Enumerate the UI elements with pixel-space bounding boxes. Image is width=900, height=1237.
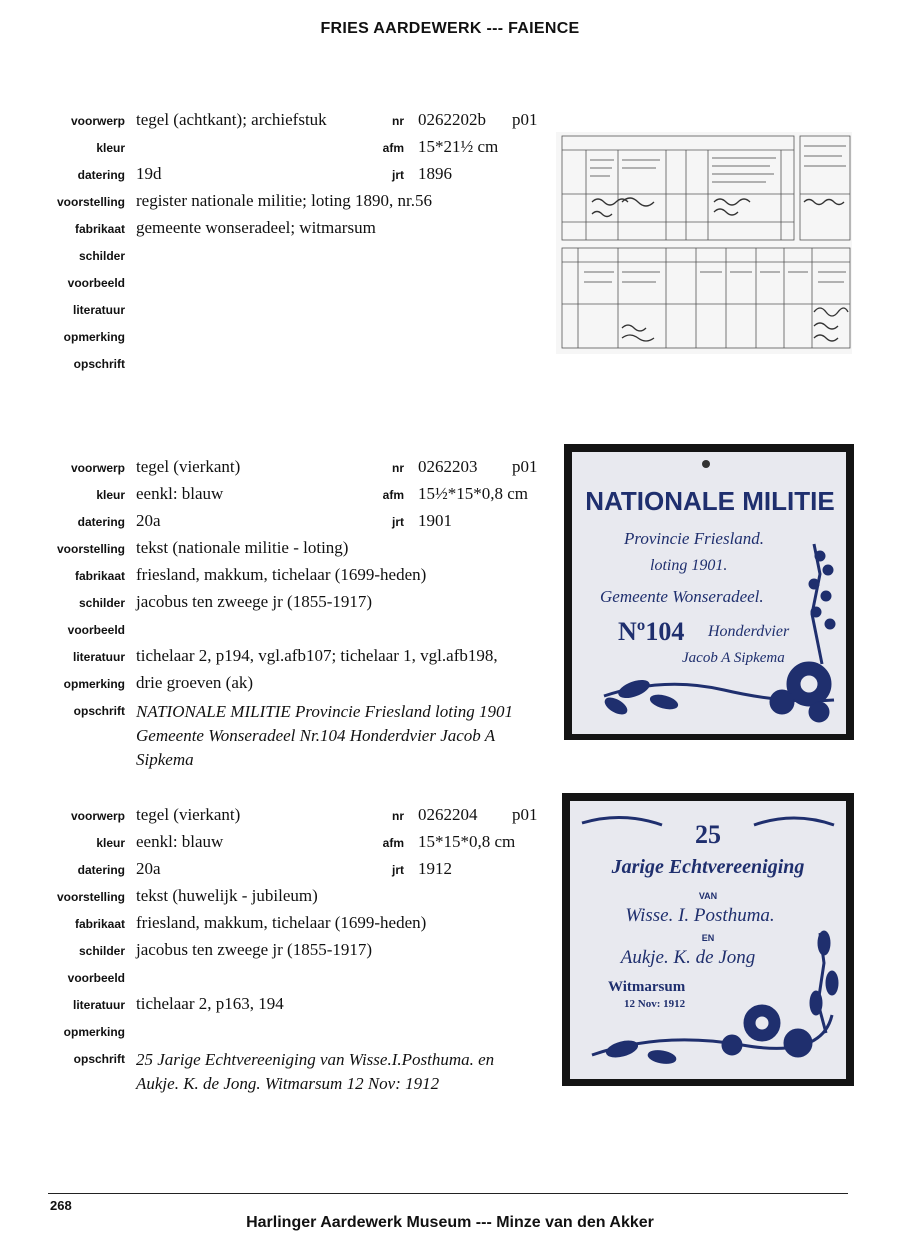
label-nr: nr bbox=[392, 114, 404, 128]
label-schilder: schilder bbox=[78, 249, 125, 263]
value-opschrift: NATIONALE MILITIE Provincie Friesland loting 1901 Gemeente Wonseradeel Nr.104 Honderdvier Jacob A Sipkema bbox=[136, 702, 513, 769]
label-opschrift: opschrift bbox=[73, 704, 125, 718]
value-schilder: jacobus ten zweege jr (1855-1917) bbox=[136, 940, 373, 959]
value-voorwerp: tegel (vierkant) bbox=[136, 805, 241, 824]
label-kleur: kleur bbox=[96, 141, 125, 155]
label-datering: datering bbox=[77, 168, 125, 182]
label-voorbeeld: voorbeeld bbox=[67, 971, 125, 985]
value-voorwerp: tegel (vierkant) bbox=[136, 457, 241, 476]
value-datering: 20a bbox=[136, 511, 161, 530]
label-datering: datering bbox=[77, 515, 125, 529]
tile-van-text: VAN bbox=[698, 891, 718, 901]
value-page: p01 bbox=[512, 110, 538, 129]
value-jrt: 1912 bbox=[418, 859, 452, 878]
value-afm: 15*15*0,8 cm bbox=[418, 832, 516, 851]
tile-name1-text: Wisse. I. Posthuma. bbox=[625, 905, 775, 926]
label-fabrikaat: fabrikaat bbox=[74, 222, 125, 236]
page-footer: Harlinger Aardewerk Museum --- Minze van den Akker bbox=[246, 1214, 654, 1231]
value-kleur: eenkl: blauw bbox=[136, 484, 224, 503]
label-kleur: kleur bbox=[96, 836, 125, 850]
label-schilder: schilder bbox=[78, 596, 125, 610]
value-afm: 15½*15*0,8 cm bbox=[418, 484, 529, 503]
label-voorwerp: voorwerp bbox=[70, 461, 125, 475]
tile-jubilee-number-text: 25 bbox=[695, 820, 721, 849]
value-nr: 0262203 bbox=[418, 457, 478, 476]
label-voorbeeld: voorbeeld bbox=[67, 276, 125, 290]
value-schilder: jacobus ten zweege jr (1855-1917) bbox=[136, 592, 373, 611]
label-datering: datering bbox=[77, 863, 125, 877]
tile-date-text: 12 Nov: 1912 bbox=[624, 998, 686, 1010]
footer-rule bbox=[48, 1193, 848, 1194]
tile-echtvereeniging-image bbox=[562, 793, 854, 1086]
value-fabrikaat: friesland, makkum, tichelaar (1699-heden) bbox=[136, 565, 427, 584]
label-opschrift: opschrift bbox=[73, 357, 125, 371]
tile-nationale-militie-image bbox=[564, 444, 854, 740]
tile-name2-text: Aukje. K. de Jong bbox=[620, 947, 756, 968]
label-schilder: schilder bbox=[78, 944, 125, 958]
tile-jubilee-title-text: Jarige Echtvereeniging bbox=[611, 856, 805, 878]
label-literatuur: literatuur bbox=[72, 998, 125, 1012]
value-fabrikaat: gemeente wonseradeel; witmarsum bbox=[136, 218, 376, 237]
label-literatuur: literatuur bbox=[72, 650, 125, 664]
tile-line2-text: loting 1901. bbox=[650, 557, 728, 574]
label-fabrikaat: fabrikaat bbox=[74, 569, 125, 583]
value-datering: 20a bbox=[136, 859, 161, 878]
value-literatuur: tichelaar 2, p194, vgl.afb107; tichelaar 1, vgl.afb198, bbox=[136, 646, 498, 665]
value-nr: 0262204 bbox=[418, 805, 478, 824]
label-nr: nr bbox=[392, 461, 404, 475]
value-datering: 19d bbox=[136, 164, 162, 183]
label-opmerking: opmerking bbox=[63, 1025, 125, 1039]
tile-line3-text: Gemeente Wonseradeel. bbox=[600, 587, 764, 606]
label-opmerking: opmerking bbox=[63, 330, 125, 344]
tile-line5-text: Jacob A Sipkema bbox=[682, 650, 785, 666]
tile-en-text: EN bbox=[701, 933, 715, 943]
label-afm: afm bbox=[382, 141, 404, 155]
tile-line4-text: Honderdvier bbox=[708, 623, 790, 640]
label-voorstelling: voorstelling bbox=[56, 890, 125, 904]
label-jrt: jrt bbox=[392, 168, 404, 182]
label-afm: afm bbox=[382, 488, 404, 502]
label-voorbeeld: voorbeeld bbox=[67, 623, 125, 637]
value-page: p01 bbox=[512, 457, 538, 476]
value-jrt: 1896 bbox=[418, 164, 452, 183]
value-afm: 15*21½ cm bbox=[418, 137, 499, 156]
label-opmerking: opmerking bbox=[63, 677, 125, 691]
value-voorstelling: tekst (nationale militie - loting) bbox=[136, 538, 349, 557]
value-opschrift: 25 Jarige Echtvereeniging van Wisse.I.Posthuma. en Aukje. K. de Jong. Witmarsum 12 Nov: 1912 bbox=[136, 1050, 495, 1093]
value-kleur: eenkl: blauw bbox=[136, 832, 224, 851]
label-kleur: kleur bbox=[96, 488, 125, 502]
value-page: p01 bbox=[512, 805, 538, 824]
label-fabrikaat: fabrikaat bbox=[74, 917, 125, 931]
value-voorwerp: tegel (achtkant); archiefstuk bbox=[136, 110, 327, 129]
label-jrt: jrt bbox=[392, 515, 404, 529]
label-voorwerp: voorwerp bbox=[70, 809, 125, 823]
label-voorstelling: voorstelling bbox=[56, 195, 125, 209]
label-afm: afm bbox=[382, 836, 404, 850]
value-opmerking: drie groeven (ak) bbox=[136, 673, 254, 692]
archive-register-image bbox=[556, 132, 852, 354]
label-voorwerp: voorwerp bbox=[70, 114, 125, 128]
label-literatuur: literatuur bbox=[72, 303, 125, 317]
tile-number-text: Nº104 bbox=[618, 617, 685, 646]
page-header: FRIES AARDEWERK --- FAIENCE bbox=[320, 20, 580, 37]
value-jrt: 1901 bbox=[418, 511, 452, 530]
value-voorstelling: register nationale militie; loting 1890, nr.56 bbox=[136, 191, 433, 210]
tile-line1-text: Provincie Friesland. bbox=[624, 529, 765, 548]
label-jrt: jrt bbox=[392, 863, 404, 877]
tile-title-text: NATIONALE MILITIE bbox=[585, 486, 835, 516]
value-voorstelling: tekst (huwelijk - jubileum) bbox=[136, 886, 318, 905]
value-literatuur: tichelaar 2, p163, 194 bbox=[136, 994, 284, 1013]
value-fabrikaat: friesland, makkum, tichelaar (1699-heden) bbox=[136, 913, 427, 932]
page-number: 268 bbox=[50, 1198, 72, 1213]
value-nr: 0262202b bbox=[418, 110, 486, 129]
label-opschrift: opschrift bbox=[73, 1052, 125, 1066]
tile-place-text: Witmarsum bbox=[608, 979, 686, 995]
label-voorstelling: voorstelling bbox=[56, 542, 125, 556]
label-nr: nr bbox=[392, 809, 404, 823]
